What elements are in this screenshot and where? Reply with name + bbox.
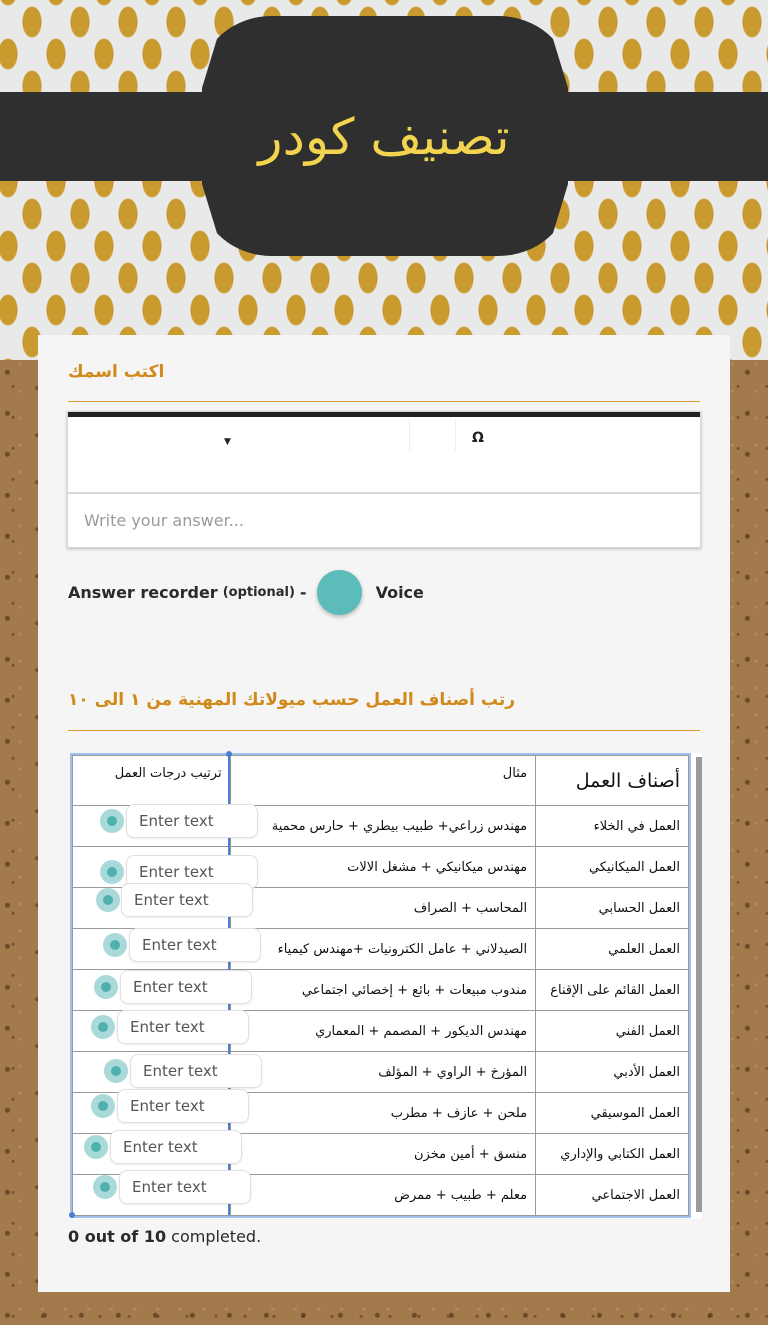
cell-category: العمل في الخلاء	[536, 806, 689, 847]
recorder-optional-label: (optional)	[222, 584, 295, 600]
toolbar-separator	[455, 419, 456, 451]
drop-target-dot[interactable]	[100, 860, 124, 884]
cell-example: مندوب مبيعات + بائع + إخصائي اجتماعي	[230, 970, 536, 1011]
header-category: أصناف العمل	[536, 756, 689, 806]
form-card	[38, 335, 730, 1292]
question-heading-ranking: رتب أصناف العمل حسب ميولاتك المهنية من ١ الى ١٠	[68, 690, 516, 710]
rank-input-10[interactable]: Enter text	[119, 1170, 251, 1204]
rich-text-editor	[67, 411, 701, 548]
completion-status	[68, 1227, 261, 1246]
cell-category: العمل العلمي	[536, 929, 689, 970]
drop-target-dot[interactable]	[96, 888, 120, 912]
completion-count: 0 out of 10	[68, 1227, 167, 1246]
drop-target-dot[interactable]	[91, 1015, 115, 1039]
selection-handle[interactable]	[226, 751, 232, 757]
rank-input-6[interactable]: Enter text	[117, 1010, 249, 1044]
cell-category: العمل الاجتماعي	[536, 1175, 689, 1216]
cell-category: العمل الميكانيكي	[536, 847, 689, 888]
drop-target-dot[interactable]	[100, 809, 124, 833]
header-rank: ترتيب درجات العمل	[73, 756, 231, 806]
cell-example: ملحن + عازف + مطرب	[230, 1093, 536, 1134]
recorder-dash: -	[299, 582, 307, 602]
voice-label: Voice	[375, 582, 424, 602]
rank-input-8[interactable]: Enter text	[117, 1089, 249, 1123]
rank-input-7[interactable]: Enter text	[130, 1054, 262, 1088]
cell-example: مهندس الديكور + المصمم + المعماري	[230, 1011, 536, 1052]
rank-input-2[interactable]: Enter text	[126, 855, 258, 889]
heading-divider	[68, 730, 700, 731]
rank-input-5[interactable]: Enter text	[120, 970, 252, 1004]
drop-target-dot[interactable]	[104, 1059, 128, 1083]
cell-category: العمل الأدبي	[536, 1052, 689, 1093]
question-heading-name: اكتب اسمك	[68, 362, 165, 382]
cell-category: العمل الفني	[536, 1011, 689, 1052]
cell-example: مهندس ميكانيكي + مشغل الالات	[230, 847, 536, 888]
special-character-icon[interactable]: Ω	[472, 430, 484, 446]
cell-example: معلم + طبيب + ممرض	[230, 1175, 536, 1216]
drop-target-dot[interactable]	[93, 1175, 117, 1199]
cell-example: منسق + أمين مخزن	[230, 1134, 536, 1175]
table-header-row	[73, 756, 689, 806]
ranking-table-container	[70, 753, 702, 1219]
page-title: تصنيف كودر	[258, 107, 510, 166]
drop-target-dot[interactable]	[103, 933, 127, 957]
cell-category: العمل الموسيقي	[536, 1093, 689, 1134]
recorder-label: Answer recorder	[68, 582, 218, 602]
rank-input-9[interactable]: Enter text	[110, 1130, 242, 1164]
drop-target-dot[interactable]	[84, 1135, 108, 1159]
drop-target-dot[interactable]	[94, 975, 118, 999]
cell-category: العمل القائم على الإقناع	[536, 970, 689, 1011]
header-example: مثال	[230, 756, 536, 806]
cell-example: الصيدلاني + عامل الكترونيات +مهندس كيمياء	[230, 929, 536, 970]
font-dropdown-caret-icon[interactable]: ▼	[224, 437, 231, 447]
cell-category: العمل الحسابي	[536, 888, 689, 929]
completion-suffix: completed.	[166, 1227, 262, 1246]
toolbar-separator	[409, 419, 410, 451]
cell-example: المؤرخ + الراوي + المؤلف	[230, 1052, 536, 1093]
cell-example: مهندس زراعي+ طبيب بيطري + حارس محمية	[230, 806, 536, 847]
editor-toolbar	[68, 417, 700, 494]
cell-category: العمل الكتابي والإداري	[536, 1134, 689, 1175]
heading-divider	[68, 401, 700, 402]
rank-input-1[interactable]: Enter text	[126, 804, 258, 838]
answer-input[interactable]	[68, 494, 700, 547]
record-voice-button[interactable]	[317, 570, 362, 615]
rank-input-3[interactable]: Enter text	[121, 883, 253, 917]
rank-input-4[interactable]: Enter text	[129, 928, 261, 962]
drop-target-dot[interactable]	[91, 1094, 115, 1118]
answer-recorder	[68, 567, 424, 617]
selection-handle[interactable]	[69, 1212, 75, 1218]
table-scrollbar[interactable]	[696, 757, 702, 1212]
cell-example: المحاسب + الصراف	[230, 888, 536, 929]
